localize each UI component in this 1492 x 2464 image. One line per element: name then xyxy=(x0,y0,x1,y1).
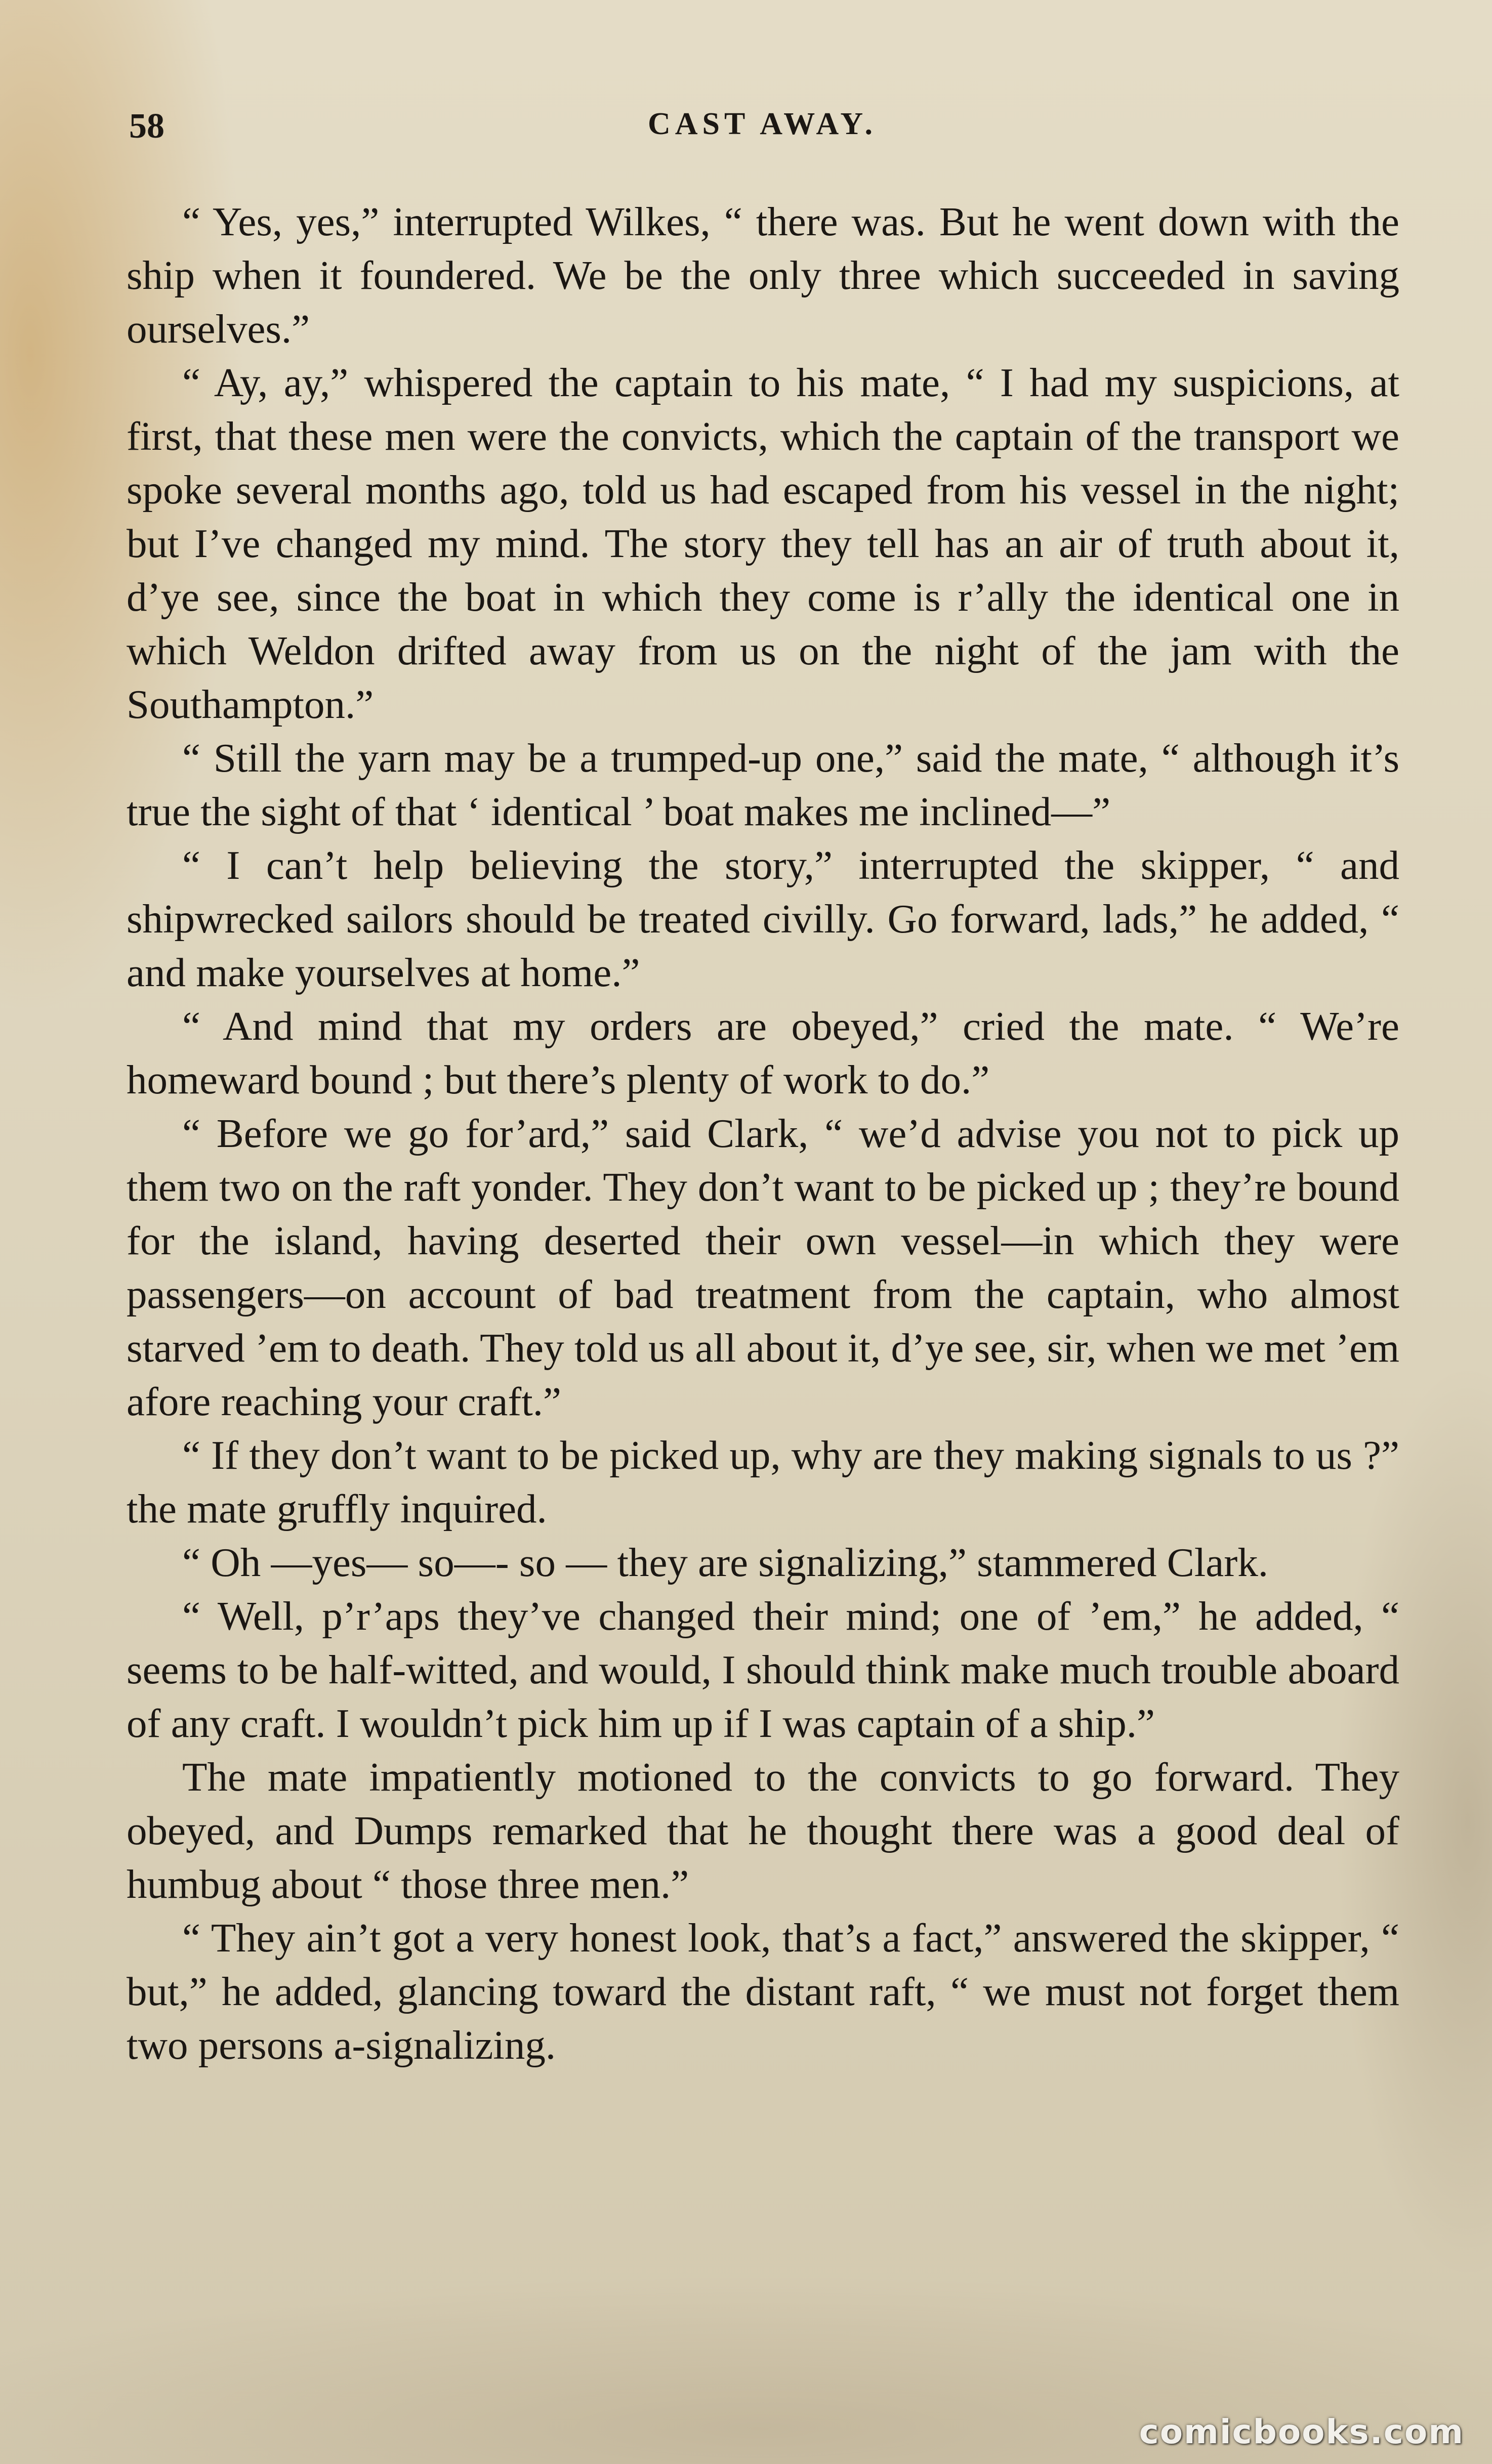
paragraph: “ Before we go for’ard,” said Clark, “ we’d advise you not to pick up them two on the raft yonder. They don’t want to be picked up ; they’re bound for the island, having deserted their own vessel—in which they were passengers—on account of bad treatment from the captain, who almost starved ’em to death. They told us all about it, d’ye see, sir, when we met ’em afore reaching your craft.” xyxy=(127,1111,1399,1424)
paragraph: “ Yes, yes,” interrupted Wilkes, “ there was. But he went down with the ship when it foundered. We be the only three which succeeded in saving ourselves.” xyxy=(127,199,1399,352)
running-title: CAST AWAY. xyxy=(647,107,878,141)
paragraph: “ Well, p’r’aps they’ve changed their mind; one of ’em,” he added, “ seems to be half-witted, and would, I should think make much trouble aboard of any craft. I wouldn’t pick him up if I was captain of a ship.” xyxy=(127,1593,1399,1746)
body-text xyxy=(127,195,1399,2072)
page-header xyxy=(129,106,1396,152)
paragraph: “ Oh —yes— so—- so — they are signalizing,” stammered Clark. xyxy=(182,1540,1268,1585)
paragraph: “ If they don’t want to be picked up, why are they making signals to us ?” the mate gruffly inquired. xyxy=(127,1432,1399,1532)
paragraph: “ I can’t help believing the story,” interrupted the skipper, “ and shipwrecked sailors should be treated civilly. Go forward, lads,” he added, “ and make yourselves at home.” xyxy=(127,842,1399,995)
paragraph: “ They ain’t got a very honest look, that’s a fact,” answered the skipper, “ but,” he added, glancing toward the distant raft, “ we must not forget them two persons a-signalizing. xyxy=(127,1915,1399,2068)
paragraph: “ Ay, ay,” whispered the captain to his mate, “ I had my suspicions, at first, that these men were the convicts, which the captain of the transport we spoke several months ago, told us had escaped from his vessel in the night; but I’ve changed my mind. The story they tell has an air of truth about it, d’ye see, since the boat in which they come is r’ally the identical one in which Weldon drifted away from us on the night of the jam with the Southampton.” xyxy=(127,360,1399,727)
paragraph: “ Still the yarn may be a trumped-up one,” said the mate, “ although it’s true the sight of that ‘ identical ’ boat makes me inclined—” xyxy=(127,735,1399,834)
page-number: 58 xyxy=(129,107,164,146)
watermark: comicbooks.com xyxy=(1139,2412,1464,2451)
paragraph: The mate impatiently motioned to the convicts to go forward. They obeyed, and Dumps remarked that he thought there was a good deal of humbug about “ those three men.” xyxy=(127,1754,1399,1907)
paragraph: “ And mind that my orders are obeyed,” cried the mate. “ We’re homeward bound ; but there’s plenty of work to do.” xyxy=(127,1003,1399,1102)
